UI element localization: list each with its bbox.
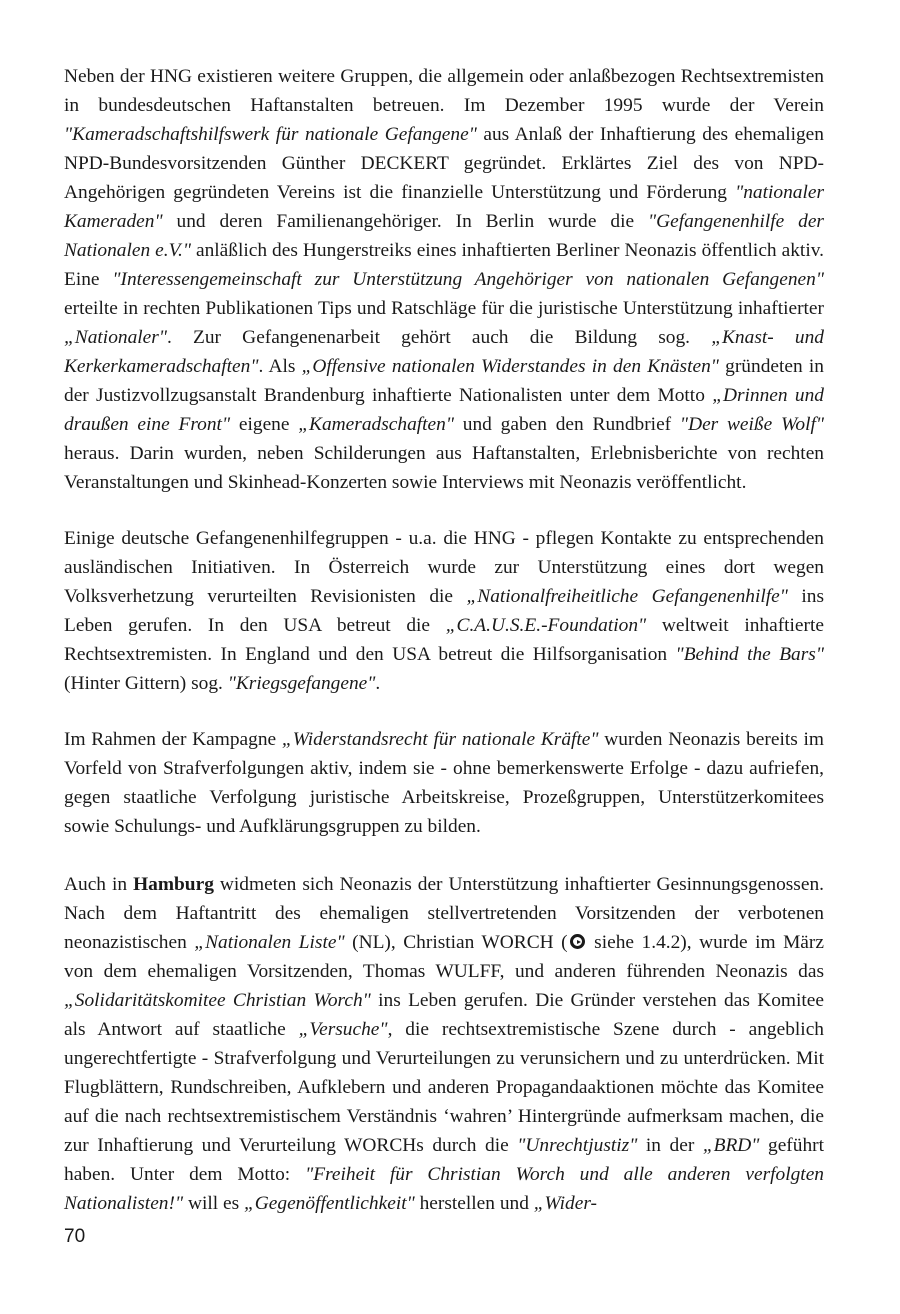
page-number: 70 (64, 1226, 86, 1247)
text-run: wurden Neonazis bereits im Vorfeld von Strafverfolgungen aktiv, indem sie - ohne bemerkenswerte Erfolge - dazu aufriefen, gegen staatliche Verfolgung juristische Arbeitskreise, Prozeßgruppen, Unterstützerkomitees sowie Schulungs- und Aufklärungsgruppen zu bilden. (64, 729, 825, 837)
page-body (64, 62, 824, 1218)
paragraph-campaign (64, 725, 824, 841)
paragraph-hamburg (64, 870, 824, 1218)
italic-quote: „Nationalen Liste" (194, 932, 345, 953)
text-run: und deren Familienangehöriger. In Berlin wurde die (162, 211, 648, 232)
italic-quote: „Nationalfreiheitliche Gefangenenhilfe" (466, 586, 788, 607)
text-run: . Zur Gefangenenarbeit gehört auch die Bildung sog. (166, 327, 712, 348)
text-run: (NL), Christian WORCH ( (344, 932, 568, 953)
italic-quote: „Kameradschaften" (298, 414, 454, 435)
italic-quote: "Freiheit für Christian Worch und alle anderen verfolgten Nationalisten!" (64, 1164, 824, 1214)
text-run: geführt haben. Unter dem Motto: (64, 1135, 824, 1185)
text-run: herstellen und (414, 1193, 534, 1214)
italic-quote: „Wider- (533, 1193, 597, 1214)
text-run: Im Rahmen der Kampagne (64, 729, 282, 750)
italic-quote: "Kriegsgefangene" (227, 673, 376, 694)
italic-quote: "Der weiße Wolf" (679, 414, 824, 435)
text-run: . (375, 673, 381, 694)
text-run: und gaben den Rundbrief (454, 414, 680, 435)
text-run: Auch in (64, 874, 134, 895)
bold-term: Hamburg (133, 874, 214, 895)
text-run: erteilte in rechten Publikationen Tips und Ratschläge für die juristische Unterstützung inhaftierter (64, 298, 824, 319)
text-run: will es (183, 1193, 244, 1214)
italic-quote: „Versuche" (298, 1019, 388, 1040)
italic-quote: „C.A.U.S.E.-Foundation" (445, 615, 647, 636)
italic-quote: "Behind the Bars" (675, 644, 824, 665)
italic-quote: „BRD" (702, 1135, 760, 1156)
text-run: gründeten in der Justizvollzugsanstalt Brandenburg inhaftierte Nationalisten unter dem Motto (64, 356, 824, 406)
text-run: ins Leben gerufen. Die Gründer verstehen das Komitee als Antwort auf staatliche (64, 990, 824, 1040)
italic-quote: „Widerstandsrecht für nationale Kräfte" (281, 729, 599, 750)
text-run: heraus. Darin wurden, neben Schilderungen aus Haftanstalten, Erlebnisberichte von rechten Veranstaltungen und Skinhead-Konzerten sowie Interviews mit Neonazis veröffentlicht. (64, 443, 824, 493)
paragraph-prisoner-aid-groups (64, 62, 824, 497)
italic-quote: „Nationaler" (64, 327, 167, 348)
text-run: aus Anlaß der Inhaftierung des ehemaligen NPD-Bundesvorsitzenden Günther DECKERT gegründet. Erklärtes Ziel des von NPD-Angehörigen gegründeten Vereins ist die finanzielle Unterstützung und Förderung (64, 124, 824, 203)
text-run: , die rechtsextremistische Szene durch - angeblich ungerechtfertigte - Strafverfolgung und Verurteilungen zu verunsichern und zu unterdrücken. Mit Flugblättern, Rundschreiben, Aufklebern und anderen Propagandaaktionen möchte das Komitee auf die nach rechtsextremistischem Verständnis ‘wahren’ Hintergründe aufmerksam machen, die zur Inhaftierung und Verurteilung WORCHs durch die (64, 1019, 824, 1156)
text-run: in der (637, 1135, 703, 1156)
text-run: anläßlich des Hungerstreiks eines inhaftierten Berliner Neonazis öffentlich aktiv. Eine (64, 240, 824, 290)
paragraph-foreign-contacts (64, 524, 824, 698)
italic-quote: "Kameradschaftshilfswerk für nationale Gefangene" (64, 124, 477, 145)
italic-quote: "Gefangenenhilfe der Nationalen e.V." (64, 211, 824, 261)
italic-quote: „Solidaritätskomitee Christian Worch" (64, 990, 371, 1011)
italic-quote: "Unrechtjustiz" (517, 1135, 638, 1156)
italic-quote: "Interessengemeinschaft zur Unterstützung Angehöriger von nationalen Gefangenen" (112, 269, 824, 290)
text-run: . Als (258, 356, 302, 377)
text-run: (Hinter Gittern) sog. (64, 673, 228, 694)
text-run: eigene (230, 414, 299, 435)
text-run: Neben der HNG existieren weitere Gruppen, die allgemein oder anlaßbezogen Rechtsextremisten in bundesdeutschen Haftanstalten betreuen. Im Dezember 1995 wurde der Verein (64, 66, 824, 116)
text-run: siehe 1.4.2), wurde im März von dem ehemaligen Vorsitzenden, Thomas WULFF, und anderen führenden Neonazis das (64, 932, 824, 982)
text-run: Einige deutsche Gefangenenhilfegruppen - u.a. die HNG - pflegen Kontakte zu entsprechenden ausländischen Initiativen. In Österreich wurde zur Unterstützung eines dort wegen Volksverhetzung verurteilten Revisionisten die (64, 528, 824, 607)
italic-quote: „Gegenöffentlichkeit" (243, 1193, 415, 1214)
text-run: ins Leben gerufen. In den USA betreut die (64, 586, 824, 636)
text-run: weltweit inhaftierte Rechtsextremisten. In England und den USA betreut die Hilfsorganisation (64, 615, 824, 665)
cross-reference-arrow-icon (570, 934, 585, 949)
italic-quote: „Drinnen und draußen eine Front" (64, 385, 824, 435)
italic-quote: "nationaler Kameraden" (64, 182, 824, 232)
italic-quote: „Offensive nationalen Widerstandes in den Knästen" (301, 356, 719, 377)
text-run: widmeten sich Neonazis der Unterstützung inhaftierter Gesinnungsgenossen. Nach dem Haftantritt des ehemaligen stellvertretenden Vorsitzenden der verbotenen neonazistischen (64, 874, 825, 953)
italic-quote: „Knast- und Kerkerkameradschaften" (64, 327, 824, 377)
